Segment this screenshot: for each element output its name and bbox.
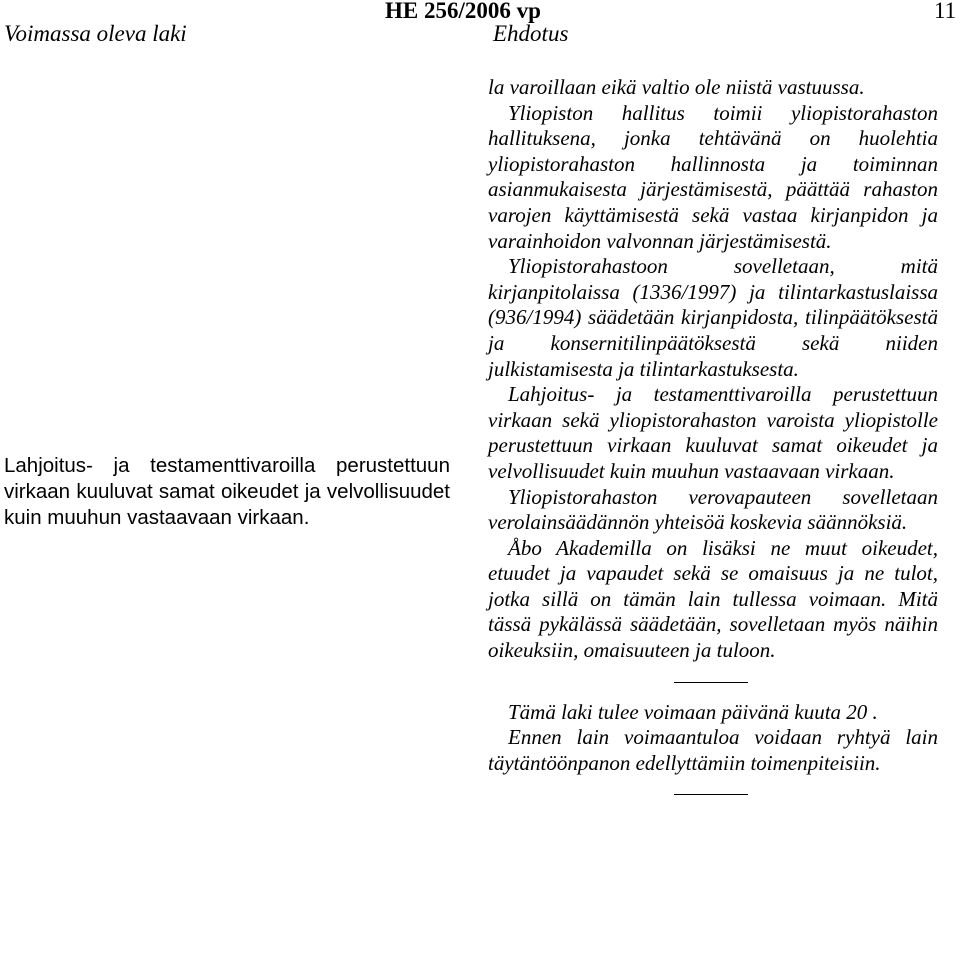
column-heading-current-law: Voimassa oleva laki	[4, 21, 187, 46]
document-id: HE 256/2006 vp	[385, 0, 541, 23]
proposal-paragraph-4: Lahjoitus- ja testamenttivaroilla perustettuun virkaan sekä yliopistorahaston varoista yliopistolle perustettuun virkaan kuuluvat samat oikeudet ja velvollisuudet kuin muuhun vastaavaan virkaan.	[488, 382, 938, 483]
proposal-paragraph-5: Yliopistorahaston verovapauteen sovelletaan verolainsäädännön yhteisöä koskevia säännöksiä.	[488, 484, 938, 535]
current-law-column	[4, 453, 450, 531]
divider-line	[674, 682, 748, 683]
column-heading-proposal: Ehdotus	[493, 21, 569, 46]
proposal-paragraph-2: Yliopiston hallitus toimii yliopistorahaston hallituksena, jonka tehtävänä on huolehtia yliopistorahaston hallinnosta ja toiminnan asianmukaisesta järjestämisestä, päättää rahaston varojen käyttämisestä sekä vastaa kirjanpidon ja varainhoidon valvonnan järjestämisestä.	[488, 100, 938, 253]
proposal-column	[488, 75, 938, 812]
divider-line	[674, 794, 748, 795]
entry-into-force-paragraph: Tämä laki tulee voimaan päivänä kuuta 20 .	[508, 699, 878, 724]
current-law-paragraph: Lahjoitus- ja testamenttivaroilla perustettuun virkaan kuuluvat samat oikeudet ja velvollisuudet kuin muuhun vastaavaan virkaan.	[4, 454, 450, 529]
proposal-paragraph-3: Yliopistorahastoon sovelletaan, mitä kirjanpitolaissa (1336/1997) ja tilintarkastuslaissa (936/1994) säädetään kirjanpidosta, tilinpäätöksestä ja konsernitilinpäätöksestä sekä niiden julkistamisesta ja tilintarkastuksesta.	[488, 254, 938, 381]
section-divider	[488, 664, 938, 700]
implementation-paragraph: Ennen lain voimaantuloa voidaan ryhtyä lain täytäntöönpanon edellyttämiin toimenpiteisiin.	[488, 725, 938, 775]
proposal-paragraph-6: Åbo Akademilla on lisäksi ne muut oikeudet, etuudet ja vapaudet sekä se omaisuus ja ne tulot, jotka sillä on tämän lain tullessa voimaan. Mitä tässä pykälässä säädetään, sovelletaan myös näihin oikeuksiin, omaisuuteen ja tuloon.	[488, 535, 938, 663]
proposal-paragraph-1: la varoillaan eikä valtio ole niistä vastuussa.	[488, 75, 865, 99]
end-divider	[488, 776, 938, 812]
page-number: 11	[934, 0, 957, 23]
